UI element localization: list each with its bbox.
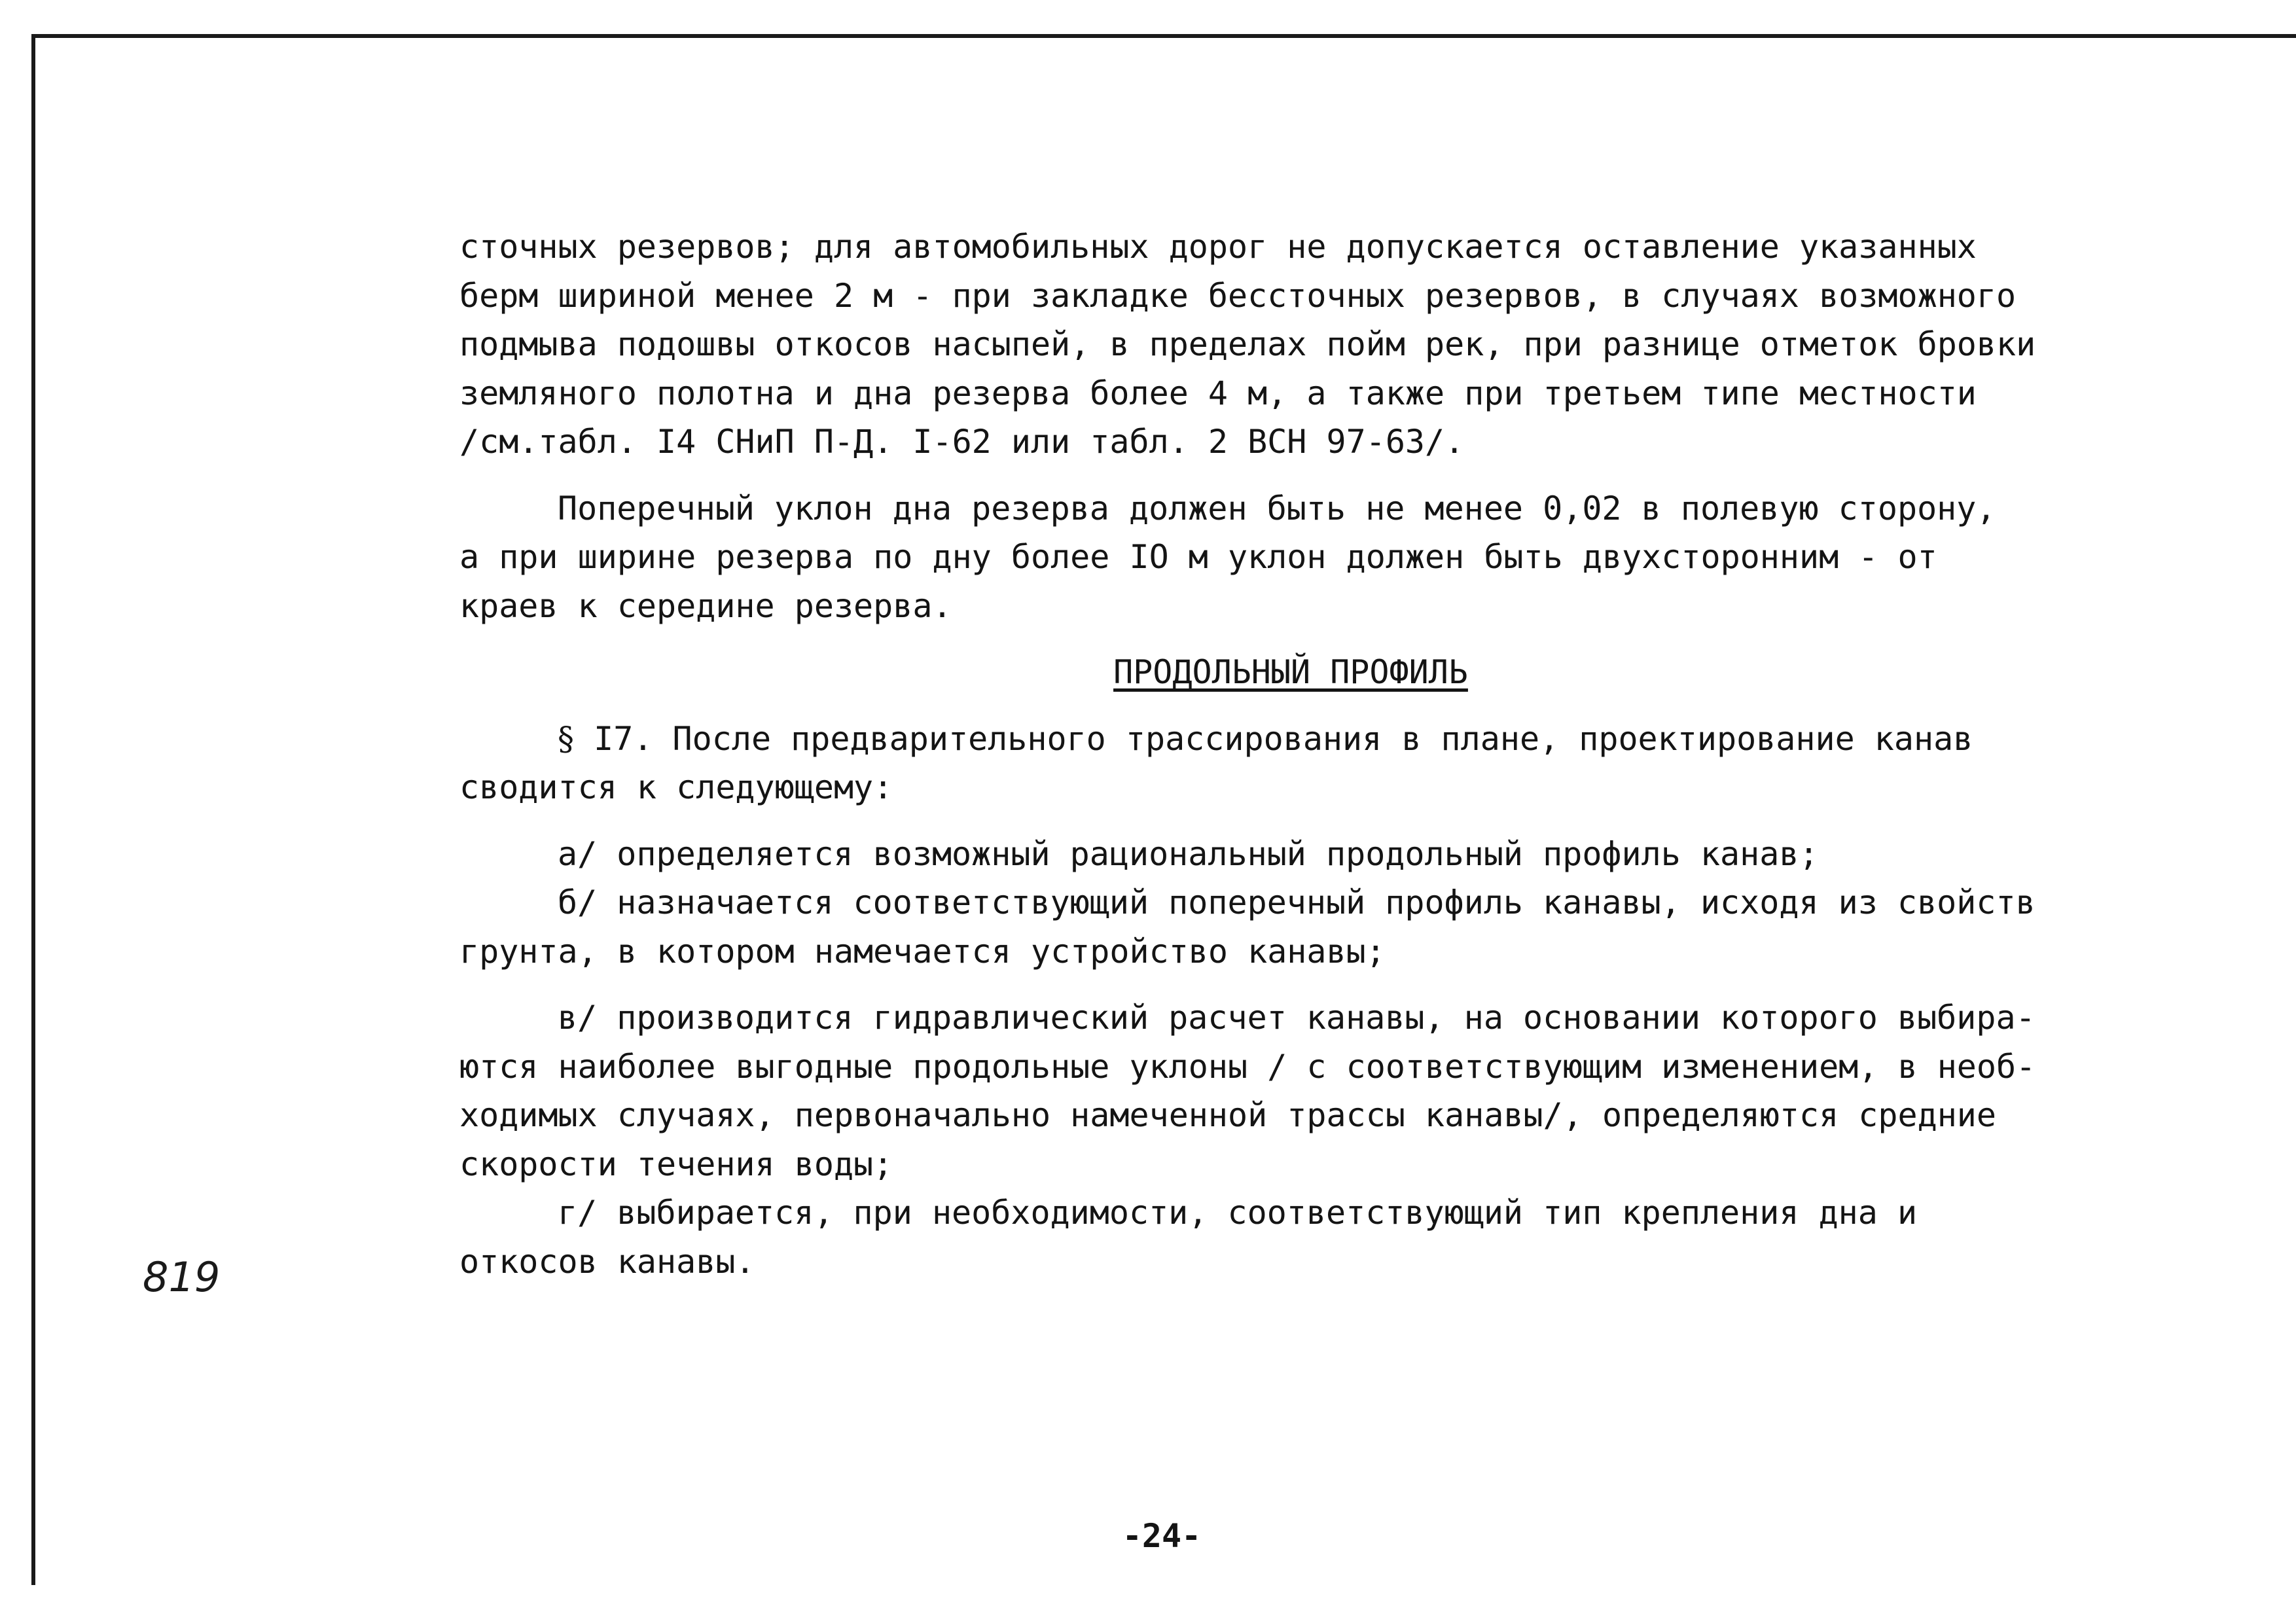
paragraph-text: После предварительного трассирования в плане, проектирование канав [672, 719, 1973, 758]
page-frame-left-border [31, 34, 35, 1585]
list-item-g: г/ выбирается, при необходимости, соответствующий тип крепления дна и [558, 1194, 1918, 1232]
text-line: берм шириной менее 2 м - при закладке бессточных резервов, в случаях возможного [459, 276, 2017, 315]
list-item-v: в/ производится гидравлический расчет канавы, на основании которого выбира- [558, 999, 2036, 1037]
list-item-b: б/ назначается соответствующий поперечный профиль канавы, исходя из свойств [558, 883, 2036, 921]
paragraph-number: I7. [594, 719, 653, 758]
list-item-a: а/ определяется возможный рациональный продольный профиль канав; [558, 834, 1819, 873]
page-frame-top-border [35, 34, 2296, 38]
handwritten-sheet-number: 819 [143, 1253, 221, 1301]
text-line: сточных резервов; для автомобильных дорог не допускается оставление указанных [459, 228, 1977, 266]
text-line: ходимых случаях, первоначально намеченной трассы канавы/, определяются средние [459, 1096, 1996, 1134]
paragraph-17-first-line [459, 715, 2122, 764]
paragraph-sign: § [558, 719, 574, 758]
text-line: краев к середине резерва. [459, 586, 952, 625]
text-line: Поперечный уклон дна резерва должен быть не менее 0,02 в полевую сторону, [558, 489, 1996, 527]
text-line: земляного полотна и дна резерва более 4 м, а также при третьем типе местности [459, 374, 1977, 412]
page-number: -24- [1122, 1517, 1202, 1555]
text-line: скорости течения воды; [459, 1145, 893, 1183]
text-line: /см.табл. I4 СНиП П-Д. I-62 или табл. 2 ВСН 97-63/. [459, 423, 1465, 461]
text-line: подмыва подошвы откосов насыпей, в пределах пойм рек, при разнице отметок бровки [459, 325, 2036, 363]
text-line: сводится к следующему: [459, 768, 893, 806]
text-line: ются наиболее выгодные продольные уклоны / с соответствующим изменением, в необ- [459, 1047, 2036, 1086]
section-heading: ПРОДОЛЬНЫЙ ПРОФИЛЬ [1113, 653, 1468, 691]
text-line: откосов канавы. [459, 1242, 755, 1281]
text-line: грунта, в котором намечается устройство канавы; [459, 932, 1386, 971]
document-body [459, 223, 2122, 1286]
text-line: а при ширине резерва по дну более IO м уклон должен быть двухсторонним - от [459, 538, 1937, 576]
